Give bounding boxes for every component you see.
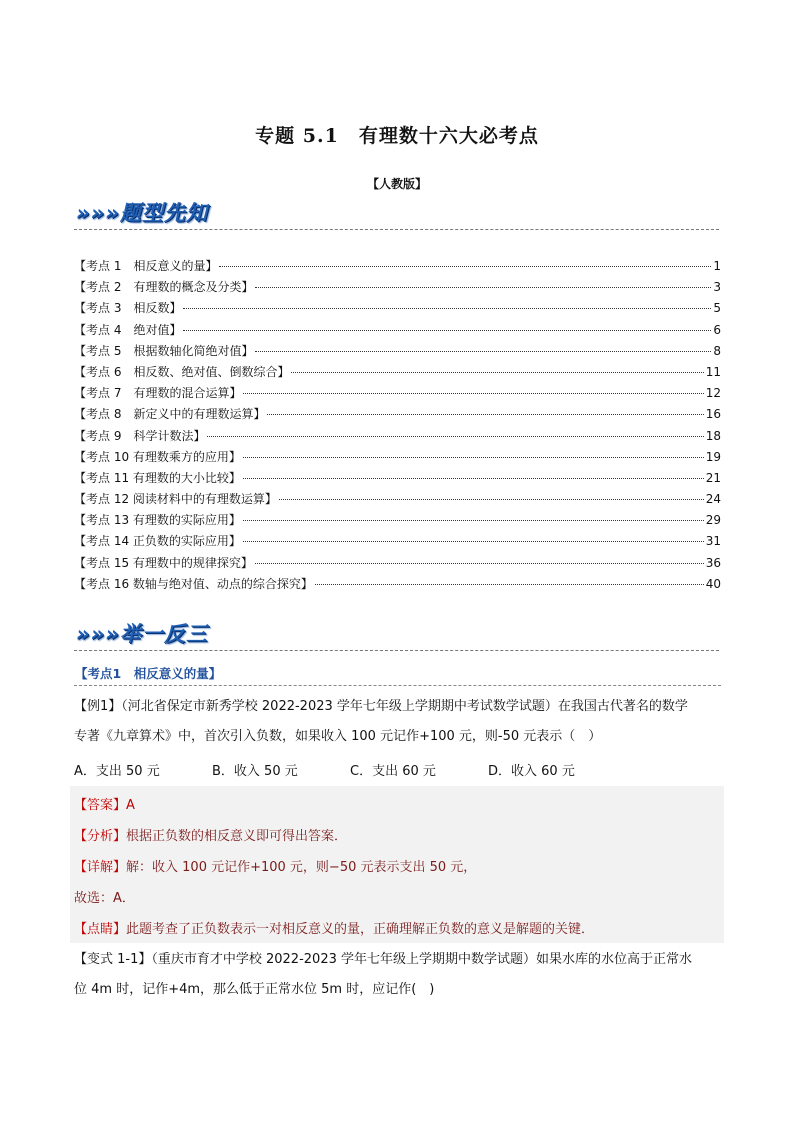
example-line-2: 专著《九章算术》中，首次引入负数，如果收入 100 元记作+100 元，则-50 元表示（ ）	[74, 729, 602, 744]
variant-line-2: 位 4m 时，记作+4m，那么低于正常水位 5m 时，应记作( )	[74, 982, 435, 997]
answer-value: A	[126, 798, 135, 813]
option-d: D．收入 60 元	[488, 764, 575, 779]
toc-entry[interactable]	[74, 427, 721, 448]
toc-entry-label: 【考点 14 正负数的实际应用】	[74, 534, 241, 549]
toc-page-number: 8	[713, 343, 721, 358]
toc-leader-dots	[243, 478, 704, 479]
toc-entry-label: 【考点 11 有理数的大小比较】	[74, 470, 241, 485]
toc-entry[interactable]	[74, 511, 721, 532]
toc-leader-dots	[279, 499, 704, 500]
comment-line	[74, 918, 594, 937]
toc-entry[interactable]	[74, 554, 721, 575]
toc-entry-label: 【考点 3 相反数】	[74, 301, 182, 316]
toc-page-number: 1	[713, 259, 721, 273]
toc-entry-label: 【考点 7 有理数的混合运算】	[74, 386, 242, 401]
toc-entry[interactable]	[74, 257, 721, 278]
analysis-text: 根据正负数的相反意义即可得出答案．	[126, 829, 348, 844]
option-a: A．支出 50 元	[74, 764, 160, 779]
toc-leader-dots	[219, 266, 711, 267]
toc-leader-dots	[267, 414, 703, 415]
toc-entry-label: 【考点 9 科学计数法】	[74, 428, 206, 443]
toc-banner	[74, 199, 719, 230]
toc-entry-label: 【考点 6 相反数、绝对值、倒数综合】	[74, 364, 290, 379]
analysis-line	[74, 825, 347, 844]
option-b: B．收入 50 元	[212, 764, 298, 779]
toc-page-number: 36	[705, 555, 721, 570]
toc-entry[interactable]	[74, 321, 721, 342]
toc-entry[interactable]	[74, 469, 721, 490]
toc-page-number: 21	[705, 470, 721, 485]
toc-entry[interactable]	[74, 363, 721, 384]
toc-page-number: 29	[705, 513, 721, 528]
example-line-1: 【例1】（河北省保定市新秀学校 2022-2023 学年七年级上学期期中考试数学试题）在我国古代著名的数学	[74, 699, 688, 714]
toc-entry-label: 【考点 2 有理数的概念及分类】	[74, 280, 254, 295]
page-title: 专题 5.1 有理数十六大必考点	[255, 125, 539, 147]
section-divider	[74, 685, 721, 686]
toc-page-number: 19	[705, 449, 721, 464]
practice-banner	[74, 620, 719, 651]
toc-leader-dots	[243, 393, 703, 394]
toc-entry[interactable]	[74, 448, 721, 469]
toc-entry[interactable]	[74, 532, 721, 553]
toc-entry[interactable]	[74, 490, 721, 511]
variant-line-1: 【变式 1-1】（重庆市育才中学校 2022-2023 学年七年级上学期期中数学试题）如果水库的水位高于正常水	[74, 952, 692, 967]
toc-leader-dots	[243, 457, 704, 458]
toc-page-number: 18	[705, 428, 721, 443]
toc-entry-label: 【考点 16 数轴与绝对值、动点的综合探究】	[74, 576, 313, 591]
toc-leader-dots	[291, 372, 703, 373]
toc-page-number: 6	[713, 322, 721, 337]
comment-tag: 【点睛】	[74, 922, 127, 937]
toc-leader-dots	[243, 520, 704, 521]
toc-entry-label: 【考点 5 根据数轴化简绝对值】	[74, 343, 254, 358]
toc-page-number: 31	[705, 534, 721, 549]
detail-line	[74, 856, 476, 875]
toc-page-number: 5	[713, 301, 721, 316]
toc-entry[interactable]	[74, 575, 721, 596]
toc-entry[interactable]	[74, 278, 721, 299]
toc-leader-dots	[255, 351, 711, 352]
answer-options	[74, 757, 724, 787]
edition-label: 【人教版】	[366, 177, 427, 191]
toc-entry-label: 【考点 13 有理数的实际应用】	[74, 513, 241, 528]
toc-page-number: 40	[705, 576, 721, 591]
toc-entry-label: 【考点 8 新定义中的有理数运算】	[74, 407, 266, 422]
toc-entry-label: 【考点 10 有理数乘方的应用】	[74, 449, 241, 464]
toc-page-number: 16	[705, 407, 721, 422]
toc-page-number: 3	[713, 280, 721, 295]
answer-tag: 【答案】	[74, 798, 127, 813]
toc-entry-label: 【考点 12 阅读材料中的有理数运算】	[74, 492, 277, 507]
toc-entry-label: 【考点 1 相反意义的量】	[74, 259, 218, 273]
toc-leader-dots	[183, 308, 711, 309]
toc-entry-label: 【考点 15 有理数中的规律探究】	[74, 555, 253, 570]
toc-leader-dots	[243, 541, 704, 542]
detail-text: 解：收入 100 元记作+100 元，则−50 元表示支出 50 元，	[126, 860, 477, 875]
detail-tag: 【详解】	[74, 860, 127, 875]
toc-banner-text: »»»题型先知	[76, 201, 208, 225]
toc-entry[interactable]	[74, 299, 721, 320]
example-question	[74, 692, 724, 752]
toc-entry[interactable]	[74, 384, 721, 405]
answer-line	[74, 794, 135, 813]
toc-page-number: 24	[705, 492, 721, 507]
toc-entry-label: 【考点 4 绝对值】	[74, 322, 182, 337]
toc-leader-dots	[207, 436, 703, 437]
solution-box	[70, 786, 724, 943]
toc-entry[interactable]	[74, 405, 721, 426]
variant-question	[74, 945, 724, 1005]
table-of-contents	[74, 257, 721, 596]
comment-text: 此题考查了正负数表示一对相反意义的量，正确理解正负数的意义是解题的关键．	[126, 922, 595, 937]
practice-banner-text: »»»举一反三	[76, 622, 208, 646]
toc-leader-dots	[255, 287, 711, 288]
analysis-tag: 【分析】	[74, 829, 127, 844]
choose-line: 故选：A．	[74, 891, 135, 906]
section-heading: 【考点1 相反意义的量】	[75, 666, 222, 681]
toc-page-number: 11	[705, 364, 721, 379]
toc-page-number: 12	[705, 386, 721, 401]
toc-leader-dots	[315, 584, 704, 585]
toc-leader-dots	[255, 563, 704, 564]
toc-entry[interactable]	[74, 342, 721, 363]
toc-leader-dots	[183, 330, 711, 331]
option-c: C．支出 60 元	[350, 764, 436, 779]
